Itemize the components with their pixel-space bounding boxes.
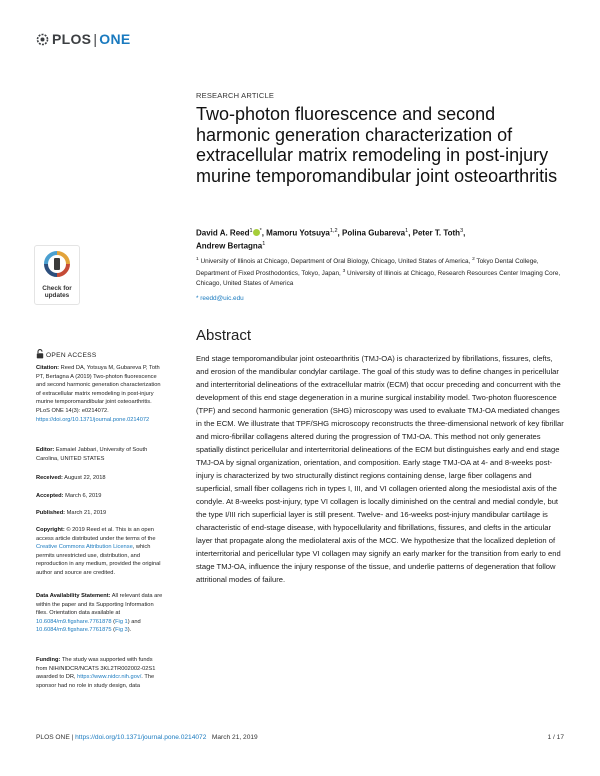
logo-plos-text: PLOS <box>52 31 92 47</box>
article-title: Two-photon fluorescence and second harmonic generation characterization of extracellular matrix remodeling in post-injury murine temporomandibular joint osteoarthritis <box>196 104 558 186</box>
page-number: 1 / 17 <box>547 734 564 741</box>
check-for-updates-badge[interactable] <box>34 245 80 305</box>
affil-text: Tokyo Dental College, Department of Fixed Prosthodontics, Tokyo, Japan, <box>196 258 539 278</box>
copyright-label: Copyright: <box>36 527 65 533</box>
abstract-heading: Abstract <box>196 327 252 344</box>
citation-text: Reed DA, Yotsuya M, Gubareva P, Toth PT, Bertagna A (2019) Two-photon fluorescence and second harmonic generation characterization of extracellular matrix remodeling in post-injury murine temporomandibular joint osteoarthritis. PLoS ONE 14(3): e0214072. <box>36 365 161 414</box>
orcid-icon[interactable] <box>253 229 260 236</box>
badge-line-2: updates <box>44 292 70 299</box>
paren-open-2: ( <box>113 627 116 634</box>
abstract-body: End stage temporomandibular joint osteoarthritis (TMJ-OA) is characterized by fibrillations, fissures, clefts, and erosion of the mandibular condylar cartilage. The goal of this study was to define changes in pericellular and interterritorial delineations of the extracellular matrix (ECM) that occur preceding and concurrent with the development of this end stage degeneration in a murine surgical instability model. Two-photon fluorescence (TPF) and second harmonic generation (SHG) microscopy was used to evaluate TMJ-OA mediated changes in the ECM. We illustrate that TPF/SHG microscopy reconstructs the three-dimensional network of key fibrillar and micro-fibrillar collagens altered during the progression of TMJ-OA. This method not only generates spatially distinct pericellular and interterritorial delineations of the ECM but distinguishes early and end stage TMJ-OA by signal organization, orientation, and composition. Early stage TMJ-OA at 4- and 8-weeks post-injury is characterized by two structurally distinct regions containing dense, large fiber collagens and superficial, small fiber collagens rich in types I, III, and VI collagen oriented along the mesiodistal axis of the condyle. At 8-weeks post-injury, type VI collagen is locally diminished on the central and medial condyle, but the type I/III rich superficial layer is still present. Twelve- and 16-weeks post-injury mandibular cartilage is characteristic of end-stage disease, with hypocellularity and fibrillations, fissures, and clefts in the articular layer that propagate along the mediolateral axis of the MCC. We hypothesize that the localized depletion of interterritorial and pericellular type VI collagen may signify an early marker for the transition from early to end stage TMJ-OA, influence the injury response of the tissue, and underlie patterns of degeneration that follow attritional modes of failure. <box>196 354 564 584</box>
editor-label: Editor: <box>36 447 55 453</box>
and-text: ) and <box>127 618 141 625</box>
badge-line-1: Check for <box>42 285 72 292</box>
article-type: RESEARCH ARTICLE <box>196 91 275 100</box>
data-availability-block <box>36 592 164 635</box>
fig1-link[interactable]: Fig 1 <box>115 618 128 625</box>
affil-num: 1 <box>196 257 199 262</box>
editor-text: Esmaiel Jabbari, University of South Carolina, UNITED STATES <box>36 447 148 462</box>
author-list: David A. Reed$^1$ *, Mamoru Yotsuya$^{1,2}$, Polina Gubareva$^1$, Peter T. Toth$^3$, Andrew Bertagna$^1$ <box>196 228 466 251</box>
citation-doi-link[interactable]: https://doi.org/10.1371/journal.pone.0214072 <box>36 416 150 423</box>
author-affil-sup: 3 <box>460 228 464 234</box>
funding-label: Funding: <box>36 657 61 663</box>
published-date: March 21, 2019 <box>66 510 107 516</box>
author-name[interactable]: Polina Gubareva <box>341 228 406 238</box>
affil-text: University of Illinois at Chicago, Department of Oral Biology, Chicago, United States of America, <box>200 258 471 266</box>
logo-separator: | <box>93 31 98 47</box>
affil-text: University of Illinois at Chicago, Research Resources Center Imaging Core, Chicago, United States of America <box>196 270 561 288</box>
logo-one-text: ONE <box>99 31 131 47</box>
check-updates-icon <box>44 251 70 277</box>
funding-text-2: . The sponsor had no role in study design, data <box>36 674 155 689</box>
received-date: August 22, 2018 <box>64 475 106 481</box>
citation-block <box>36 364 164 424</box>
author-name[interactable]: Mamoru Yotsuya <box>266 228 330 238</box>
footer-date: March 21, 2019 <box>211 734 258 741</box>
author-affil-sup: 1 <box>262 240 266 247</box>
plos-logo-icon <box>36 33 49 46</box>
received-block <box>36 474 164 483</box>
figshare-link-2[interactable]: 10.6084/m9.figshare.7761875 <box>36 627 112 634</box>
copyright-text: © 2019 Reed et al. This is an open access article distributed under the terms of the <box>36 527 156 542</box>
citation-label: Citation: <box>36 365 60 371</box>
plos-one-logo[interactable] <box>36 31 131 47</box>
editor-block <box>36 446 164 463</box>
open-lock-icon <box>36 349 44 359</box>
author-name[interactable]: Andrew Bertagna <box>196 241 263 251</box>
received-label: Received: <box>36 475 63 481</box>
author-name[interactable]: David A. Reed <box>196 228 250 238</box>
author-affil-sup: 1,2 <box>329 228 338 234</box>
figshare-link-1[interactable]: 10.6084/m9.figshare.7761878 <box>36 618 112 625</box>
cc-license-link[interactable]: Creative Commons Attribution License <box>36 544 133 551</box>
accepted-date: March 6, 2019 <box>65 493 102 499</box>
copyright-text-2: , which permits unrestricted use, distribution, and reproduction in any medium, provided the original author and source are credited. <box>36 544 161 576</box>
accepted-label: Accepted: <box>36 493 64 499</box>
open-access-text: OPEN ACCESS <box>46 352 97 359</box>
author-affil-sup: 1 <box>249 228 253 234</box>
copyright-block <box>36 526 164 578</box>
affiliations <box>196 255 566 289</box>
funding-text: The study was supported with funds from NIH/NIDCR/NCATS 3KL2TR002002-02S1 awarded to DR, <box>36 657 156 681</box>
fig3-link[interactable]: Fig 3 <box>115 627 128 634</box>
published-block <box>36 509 164 518</box>
affil-num: 2 <box>472 257 475 262</box>
affil-num: 3 <box>342 269 346 275</box>
author-affil-sup: 1 <box>405 228 409 234</box>
footer-journal: PLOS ONE <box>36 734 70 741</box>
open-access-label <box>36 349 97 359</box>
funding-block <box>36 656 164 690</box>
paren-close: ). <box>127 627 132 634</box>
footer-doi-link[interactable]: https://doi.org/10.1371/journal.pone.0214072 <box>75 734 207 741</box>
data-availability-text: All relevant data are within the paper and its Supporting Information files. Orientation data available at <box>36 593 163 617</box>
published-label: Published: <box>36 510 66 516</box>
author-name[interactable]: Peter T. Toth <box>412 228 461 238</box>
corresponding-star: * <box>259 228 262 234</box>
nidcr-link[interactable]: https://www.nidcr.nih.gov/ <box>77 674 142 681</box>
paren-open: ( <box>113 618 116 625</box>
accepted-block <box>36 492 164 501</box>
page-footer <box>36 734 564 741</box>
corresponding-email[interactable]: * reedd@uic.edu <box>196 295 244 302</box>
data-availability-label: Data Availability Statement: <box>36 593 111 599</box>
footer-separator: | <box>71 734 74 741</box>
